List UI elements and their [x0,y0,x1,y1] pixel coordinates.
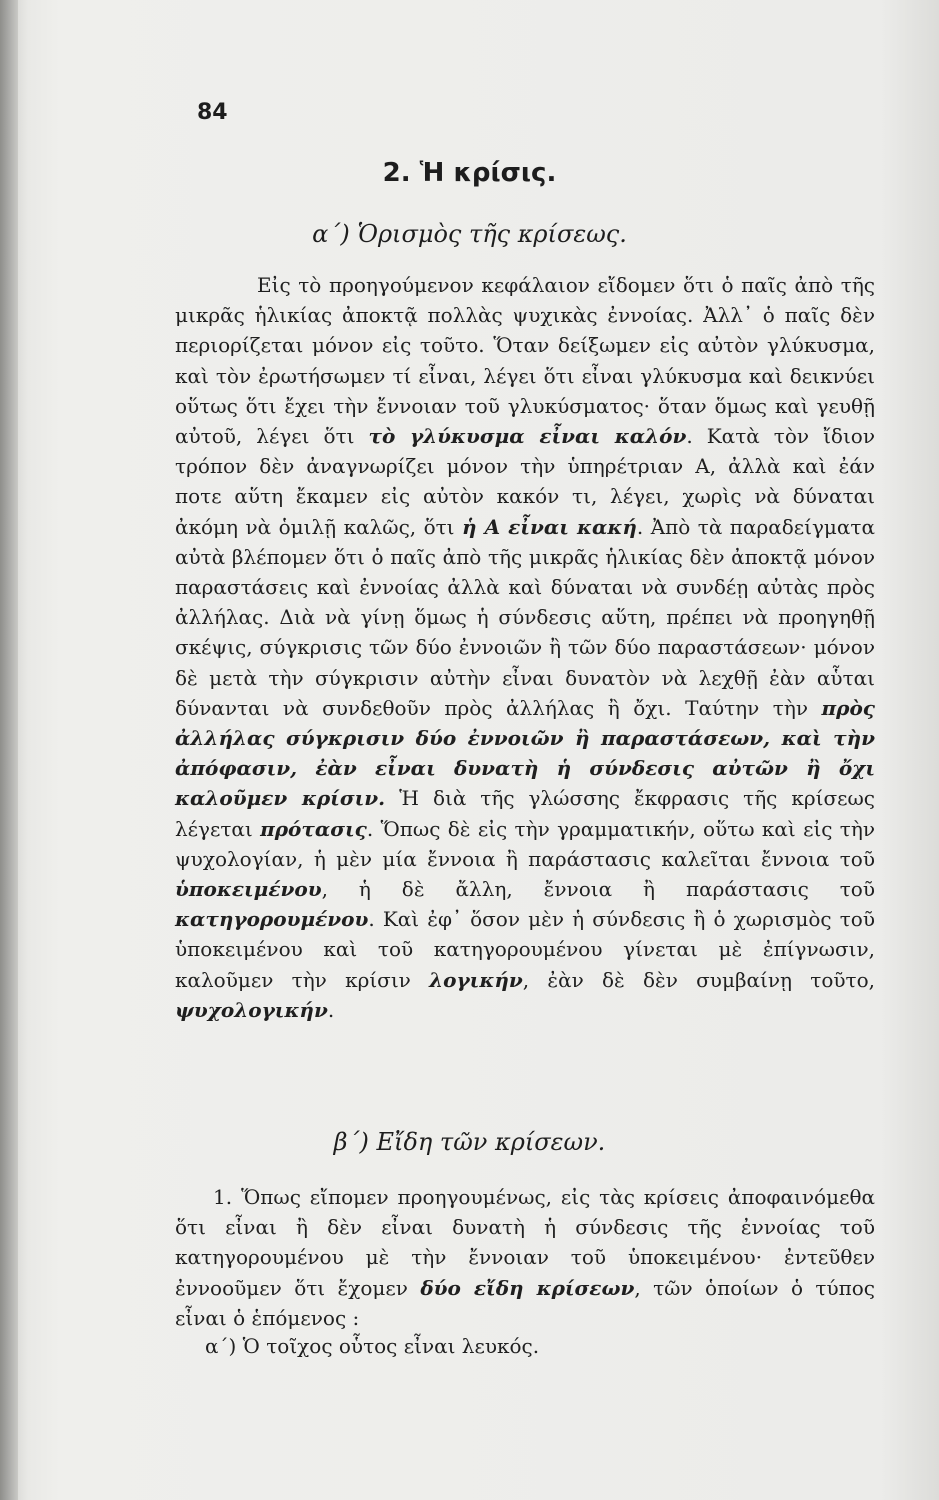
emphasis-text: τὸ γλύκυσμα εἶναι καλόν [368,424,687,449]
body-text: Ἡ διὰ τῆς γλώσσης ἔκφρασις τῆς κρίσεως λέγεται [175,786,875,841]
paragraph-definition [175,270,875,1025]
body-text: . Ἀπὸ τὰ παραδείγματα αὐτὰ βλέπομεν ὅτι ὁ παῖς ἀπὸ τῆς μικρᾶς ἡλικίας δὲν ἀποκτᾷ μόνον παραστάσεις καὶ ἐννοίας ἀλλὰ καὶ δύναται νὰ συνδέῃ αὐτὰς πρὸς ἀλλήλας. Διὰ νὰ γίνῃ ὅμως ἡ σύνδεσις αὕτη, πρέπει νὰ προηγηθῇ σκέψις, σύγκρισις τῶν δύο ἐννοιῶν ἢ τῶν δύο παραστάσεων· μόνον δὲ μετὰ τὴν σύγκρισιν αὐτὴν εἶναι δυνατὸν νὰ λεχθῇ ἐὰν αὗται δύνανται νὰ συνδεθοῦν πρὸς ἀλλήλας ἢ ὄχι. Ταύτην τὴν [175,514,875,720]
emphasis-text: δύο εἴδη κρίσεων [420,1275,635,1300]
emphasis-text: ὑποκειμένου [175,877,322,902]
body-text: Εἰς τὸ προηγούμενον κεφάλαιον εἴδομεν ὅτι ὁ παῖς ἀπὸ τῆς μικρᾶς ἡλικίας ἀποκτᾷ πολλὰς ψυχικὰς ἐννοίας. Ἀλλ᾽ ὁ παῖς δὲν περιορίζεται μόνον εἰς τοῦτο. Ὅταν δείξωμεν εἰς αὐτὸν γλύκυσμα, καὶ τὸν ἐρωτήσωμεν τί εἶναι, λέγει ὅτι εἶναι γλύκυσμα καὶ δεικνύει οὕτως ὅτι ἔχει τὴν ἔννοιαν τοῦ γλυκύσματος· ὅταν ὅμως καὶ γευθῇ αὐτοῦ, λέγει ὅτι [175,273,875,449]
emphasis-text: πρότασις [260,816,367,841]
body-text: , τῶν ὁποίων ὁ τύπος εἶναι ὁ ἑπόμενος : [175,1275,875,1330]
example-sentence: α΄) Ὁ τοῖχος οὗτος εἶναι λευκός. [205,1334,540,1358]
emphasis-text: κατηγορουμένου [175,907,369,932]
paragraph-kinds [175,1182,875,1333]
body-text: , ἡ δὲ ἄλλη, ἔννοια ἢ παράστασις τοῦ [321,877,875,902]
emphasis-text: λογικήν [429,967,523,992]
body-text: , ἐὰν δὲ δὲν συμβαίνῃ τοῦτο, [522,967,875,992]
page-number: 84 [197,100,228,125]
body-text: . Ὅπως δὲ εἰς τὴν γραμματικήν, οὕτω καὶ εἰς τὴν ψυχολογίαν, ἡ μὲν μία ἔννοια ἢ παράστασις καλεῖται ἔννοια τοῦ [175,816,876,871]
body-text: . Καὶ ἐφ᾽ ὅσον μὲν ἡ σύνδεσις ἢ ὁ χωρισμὸς τοῦ ὑποκειμένου καὶ τοῦ κατηγορουμένου γίνεται μὲ ἐπίγνωσιν, καλοῦμεν τὴν κρίσιν [175,907,875,992]
body-text: . Κατὰ τὸν ἴδιον τρόπον δὲν ἀναγνωρίζει μόνον τὴν ὑπηρέτριαν Α, ἀλλὰ καὶ ἐάν ποτε αὕτη ἔκαμεν εἰς αὐτὸν κακόν τι, λέγει, χωρὶς νὰ δύναται ἀκόμη νὰ ὁμιλῇ καλῶς, ὅτι [175,424,875,539]
section-a-heading: α΄) Ὁρισμὸς τῆς κρίσεως. [312,220,627,248]
body-text: . [327,997,335,1022]
chapter-title: 2. Ἡ κρίσις. [382,158,557,188]
body-text: 1. Ὅπως εἴπομεν προηγουμένως, εἰς τὰς κρίσεις ἀποφαινόμεθα ὅτι εἶναι ἢ δὲν εἶναι δυνατὴ ἡ σύνδεσις τῆς ἐννοίας τοῦ κατηγορουμένου μὲ τὴν ἔννοιαν τοῦ ὑποκειμένου· ἐντεῦθεν ἐννοοῦμεν ὅτι ἔχομεν [175,1185,875,1300]
section-b-heading: β΄) Εἴδη τῶν κρίσεων. [333,1128,606,1156]
emphasis-text: πρὸς ἀλλήλας σύγκρισιν δύο ἐννοιῶν ἢ παραστάσεων, καὶ τὴν ἀπόφασιν, ἐὰν εἶναι δυνατὴ ἡ σύνδεσις αὐτῶν ἢ ὄχι καλοῦμεν κρίσιν. [175,695,875,811]
emphasis-text: ψυχολογικήν [175,997,328,1022]
emphasis-text: ἡ Α εἶναι κακή [461,514,637,539]
